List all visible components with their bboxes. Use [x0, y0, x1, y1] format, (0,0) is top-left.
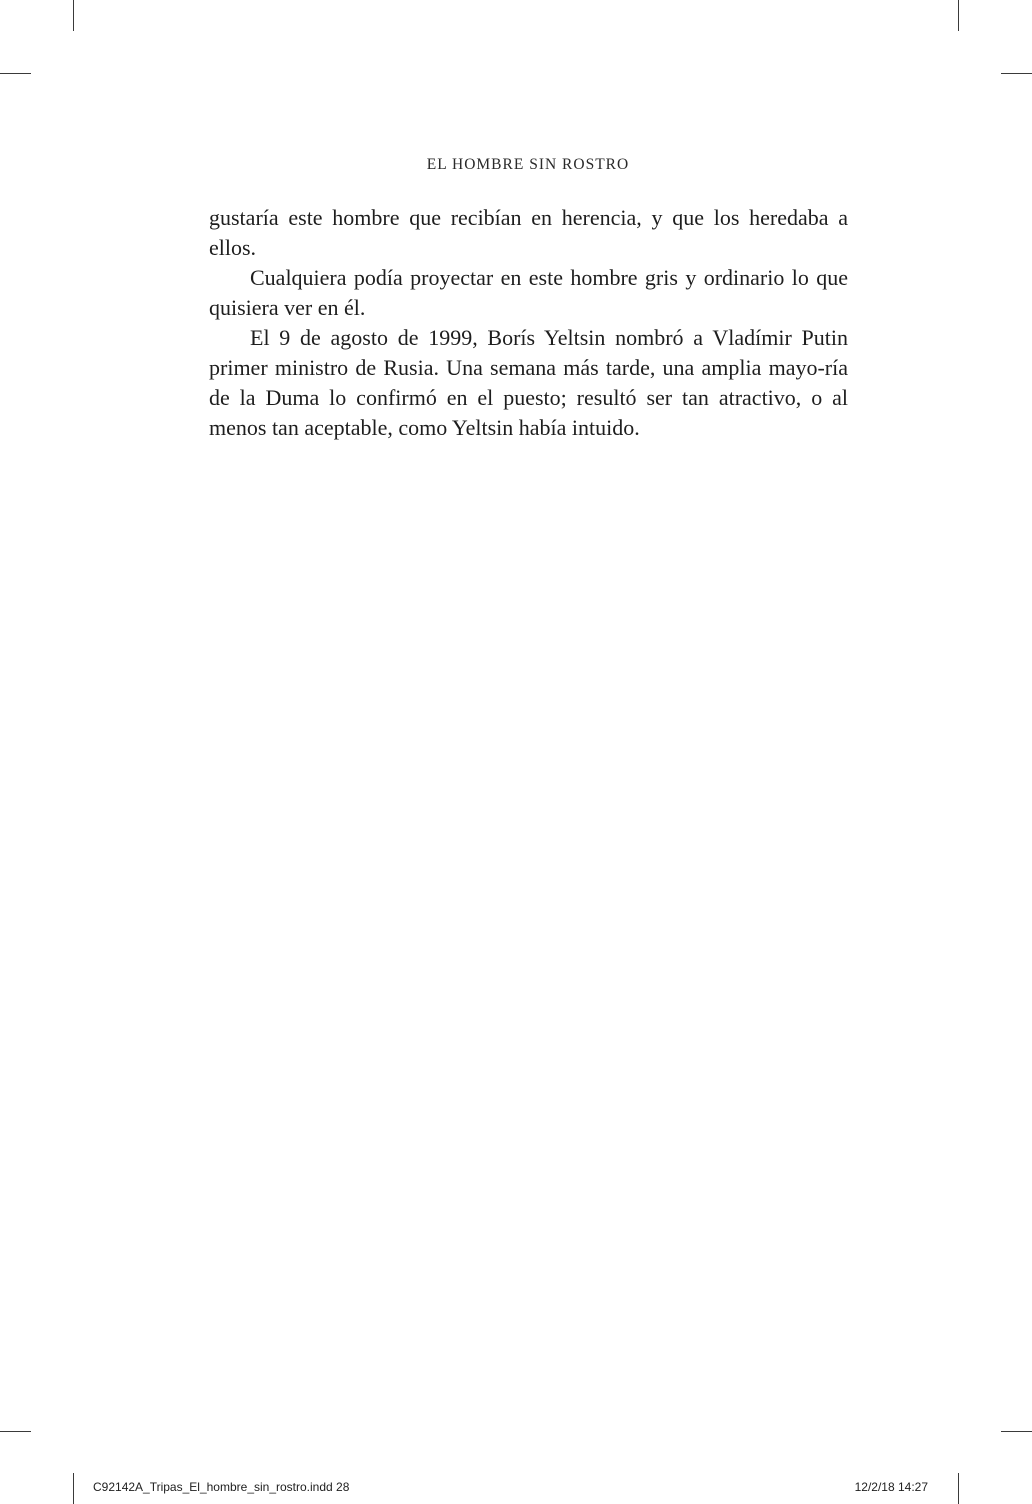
crop-mark-top-left [73, 0, 74, 31]
paragraph-1: gustaría este hombre que recibían en herencia, y que los heredaba a ellos. [209, 205, 848, 260]
paragraph-3: El 9 de agosto de 1999, Borís Yeltsin nombró a Vladímir Putin primer ministro de Rusia. Una semana más tarde, una amplia mayo-ría de la Duma lo confirmó en el puesto; resultó ser tan atractivo, o al menos tan aceptable, como Yeltsin había intuido. [209, 325, 848, 440]
crop-mark-right-bottom [1001, 1431, 1032, 1432]
crop-mark-top-right [958, 0, 959, 31]
crop-mark-right-top [1001, 73, 1032, 74]
running-head: EL HOMBRE SIN ROSTRO [426, 156, 630, 173]
slug-file-info: C92142A_Tripas_El_hombre_sin_rostro.indd 28 [93, 1480, 350, 1494]
body-text [209, 203, 848, 443]
slug-date-time: 12/2/18 14:27 [854, 1480, 928, 1494]
crop-mark-left-bottom [0, 1431, 31, 1432]
crop-mark-bottom-left [73, 1473, 74, 1504]
paragraph-2: Cualquiera podía proyectar en este hombre gris y ordinario lo que quisiera ver en él. [209, 265, 848, 320]
crop-mark-left-top [0, 73, 31, 74]
crop-mark-bottom-right [958, 1473, 959, 1504]
